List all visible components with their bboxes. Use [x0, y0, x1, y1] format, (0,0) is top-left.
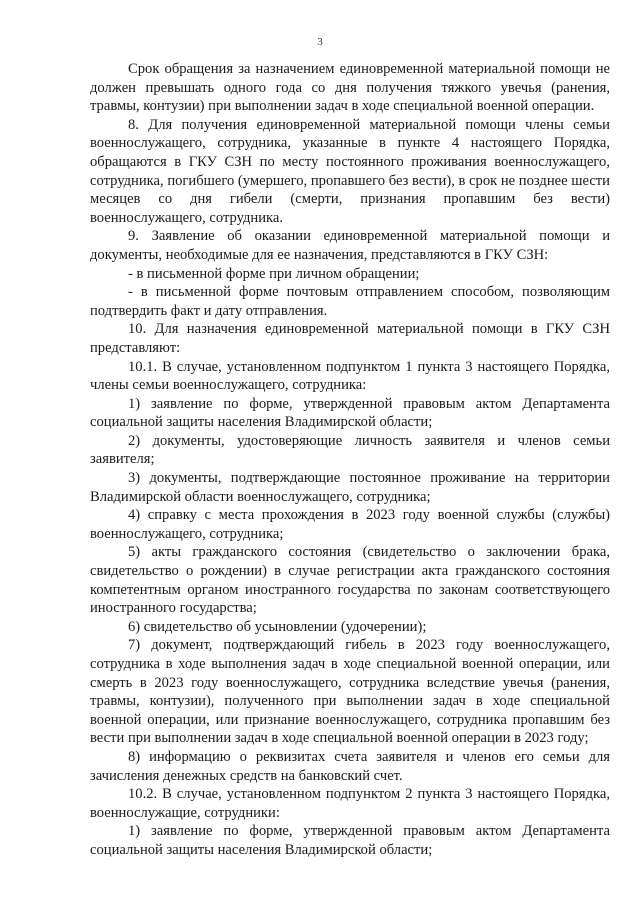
paragraph-item-10-1: 10.1. В случае, установленном подпунктом 1 пункта 3 настоящего Порядка, члены семьи военнослужащего, сотрудника: — [90, 358, 610, 394]
list-item-7: 7) документ, подтверждающий гибель в 2023 году военнослужащего, сотрудника в ходе выполнения задач в ходе специальной военной операции, или смерть в 2023 году военнослужащего, сотрудника вследствие увечья (ранения, травмы, контузии), полученного при выполнении задач в ходе специальной военной операции, или признание военнослужащего, сотрудника пропавшим без вести при выполнении задач в ходе специальной военной операции в 2023 году; — [90, 637, 610, 747]
list-item-1: 1) заявление по форме, утвержденной правовым актом Департамента социальной защиты населения Владимирской области; — [90, 395, 610, 431]
paragraph-item-10: 10. Для назначения единовременной материальной помощи в ГКУ СЗН представляют: — [90, 321, 610, 356]
list-item-3: 3) документы, подтверждающие постоянное проживание на территории Владимирской области военнослужащего, сотрудника; — [90, 470, 610, 505]
paragraph-item-8: 8. Для получения единовременной материальной помощи члены семьи военнослужащего, сотрудника, указанные в пункте 4 настоящего Порядка, обращаются в ГКУ СЗН по месту постоянного проживания военнослужащего, сотрудника, погибшего (умершего, пропавшего без вести), в срок не позднее шести месяцев со дня гибели (смерти, признания пропавшим без вести) военнослужащего, сотрудника. — [90, 116, 610, 226]
list-item-10-2-1: 1) заявление по форме, утвержденной правовым актом Департамента социальной защиты населения Владимирской области; — [90, 823, 610, 858]
list-item-2: 2) документы, удостоверяющие личность заявителя и членов семьи заявителя; — [90, 432, 610, 468]
paragraph-in-person: - в письменной форме при личном обращении; — [128, 265, 420, 282]
list-item-5: 5) акты гражданского состояния (свидетельство о заключении брака, свидетельство о рождении) в случае регистрации акта гражданского состояния компетентным органом иностранного государства по законам соответствующего иностранного государства; — [90, 544, 610, 617]
page-number: 3 — [317, 36, 323, 48]
document-body — [90, 60, 610, 860]
list-item-6: 6) свидетельство об усыновлении (удочерении); — [128, 618, 427, 635]
paragraph-item-9: 9. Заявление об оказании единовременной материальной помощи и документы, необходимые для ее назначения, представляются в ГКУ СЗН: — [90, 228, 610, 263]
paragraph-item-10-2: 10.2. В случае, установленном подпунктом 2 пункта 3 настоящего Порядка, военнослужащие, сотрудники: — [90, 786, 610, 821]
paragraph-application-deadline: Срок обращения за назначением единовременной материальной помощи не должен превышать одного года со дня получения тяжкого увечья (ранения, травмы, контузии) при выполнении задач в ходе специальной военной операции. — [90, 61, 610, 115]
list-item-4: 4) справку с места прохождения в 2023 году военной службы (службы) военнослужащего, сотрудника; — [90, 507, 610, 542]
paragraph-by-mail: - в письменной форме почтовым отправлением способом, позволяющим подтвердить факт и дату отправления. — [90, 284, 610, 319]
list-item-8: 8) информацию о реквизитах счета заявителя и членов его семьи для зачисления денежных средств на банковский счет. — [90, 748, 610, 784]
